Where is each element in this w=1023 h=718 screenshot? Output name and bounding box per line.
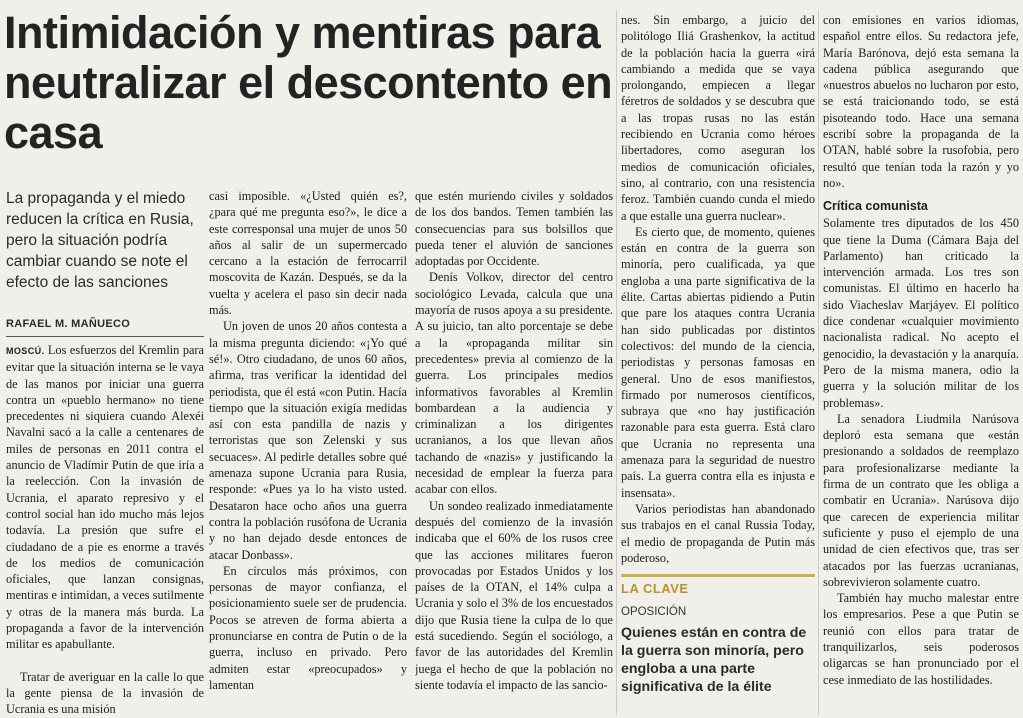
- paragraph: con emisiones en varios idiomas, español entre ellos. Su redactora jefe, María Barónova, dejó esta semana la cadena pública asegurando que «nuestros abuelos no lucharon por esto, se está traicionando todo, se está pisoteando todo. Hace una semana escribí sobre la propaganda de la OTAN, hablé sobre la rusofobia, pero resultó que tenían toda la razón y yo no».: [823, 13, 1019, 190]
- paragraph: También hay mucho malestar entre los empresarios. Pese a que Putin se reunió con ellos para tratar de tranquilizarlos, seis poderosos oligarcas se han pronunciado por el cese inmediato de las hostilidades.: [823, 591, 1019, 687]
- article-column-4: [621, 12, 815, 572]
- paragraph: que estén muriendo civiles y soldados de los dos bandos. Temen también las consecuencias para sus bolsillos que pueda tener el aluvión de sanciones adoptadas por Occidente.: [415, 189, 613, 269]
- clave-label: LA CLAVE: [621, 581, 689, 596]
- column-divider: [818, 10, 819, 715]
- clave-rule: [621, 574, 815, 577]
- paragraph: En círculos más próximos, con personas de mayor confianza, el posicionamiento suele ser de prudencia. Pocos se atreven de forma abierta a pronunciarse en contra de Putin o de la guerra, incluso en privado. Pero admiten estar «preocupados» y lamentan: [209, 563, 407, 692]
- paragraph: nes. Sin embargo, a juicio del politólogo Iliá Grashenkov, la actitud de la población hacia la guerra «irá cambiando a medida que se vaya prolongando, empiecen a llegar féretros de soldados y se descubra que a las tropas rusas no las están recibiendo en Ucrania como héroes libertadores, como aseguran los medios de comunicación oficiales, sino, al contrario, con una resistencia feroz. También cuando cunda el miedo a que estalle una guerra nuclear».: [621, 13, 815, 223]
- dateline: MOSCÚ.: [6, 346, 45, 356]
- clave-sublabel: OPOSICIÓN: [621, 606, 687, 618]
- paragraph: casi imposible. «¿Usted quién es?, ¿para qué me pregunta eso?», le dice a este corresponsal una mujer de unos 50 años al salir de un supermercado cercano a la estación de ferrocarril moscovita de Kazán. Después, se da la vuelta y acelera el paso sin decir nada más.: [209, 189, 407, 318]
- article-column-5: [823, 12, 1019, 716]
- paragraph: Tratar de averiguar en la calle lo que la gente piensa de la invasión de Ucrania es una misión: [6, 669, 204, 716]
- paragraph: Es cierto que, de momento, quienes están en contra de la guerra son minoría, pero cualificada, ya que engloba a una parte significativa de la élite. Cartas abiertas pidiendo a Putin que pare los ataques contra Ucrania han sido publicadas por distintos colectivos: del mundo de la ciencia, periodistas y personas famosas en general. Uno de esos manifiestos, firmado por numerosos científicos, subraya que «no hay justificación razonable para esta guerra. Está claro que Ucrania no representa una amenaza para la seguridad de nuestro país. La guerra contra ella es injusta e insensata».: [621, 224, 815, 500]
- paragraph: [6, 342, 204, 653]
- paragraph: La senadora Liudmila Narúsova deploró esta semana que «están presionando a soldados de reemplazo para profesionalizarse mediante la firma de un contrato que les obliga a combatir en Ucrania». Narúsova dijo que carecen de experiencia militar suficiente y puso el ejemplo de una unidad de cien efectivos que, tras ser atacados por las fuerzas ucranianas, sobrevivieron solamente cuatro.: [823, 411, 1019, 589]
- section-subtitle: Crítica comunista: [823, 199, 928, 214]
- paragraph: Un sondeo realizado inmediatamente después del comienzo de la invasión indicaba que el 60% de los rusos cree que las acciones militares fueron provocadas por Estados Unidos y los países de la OTAN, el 14% culpa a Ucrania y solo el 3% de los encuestados dijo que Rusia tiene la culpa de lo que está sucediendo. Según el sociólogo, a favor de las autoridades del Kremlin juega el hecho de que la población no siente todavía el impacto de las sancio-: [415, 498, 613, 692]
- paragraph: Denís Volkov, director del centro sociológico Levada, calcula que una mayoría de rusos apoya a su presidente. A su juicio, tan alto porcentaje se debe a la «propaganda militar sin precedentes» previa al comienzo de la guerra. Los principales medios informativos favorables al Kremlin bombardean a la audiencia y criminalizan a los dirigentes ucranianos, a los que llevan años tachando de «nazis» y justificando la necesidad de emplear la fuerza para acabar con ellos.: [415, 270, 613, 497]
- headline: Intimidación y mentiras para neutralizar el descontento en casa: [4, 7, 613, 158]
- article-column-2: [209, 188, 407, 716]
- paragraph: Un joven de unos 20 años contesta a la misma pregunta diciendo: «¡Yo qué sé!». Otro ciudadano, de unos 60 años, afirma, tras verificar la identidad del periodista, que él está «con Putin. Hacía tiempo que la situación exigía medidas así con esta pandilla de nazis y terroristas que son Zelenski y sus secuaces». Al pedirle detalles sobre qué amenaza supone Ucrania para Rusia, responde: «Pues ya lo ha visto usted. Desataron hace ocho años una guerra contra la población rusófona de Ucrania y no han dejado desde entonces de atacar Donbass».: [209, 319, 407, 562]
- article-column-3: [415, 188, 613, 716]
- paragraph: Varios periodistas han abandonado sus trabajos en el canal Russia Today, el medio de propaganda de Putin más poderoso,: [621, 501, 815, 565]
- byline-rule: [6, 336, 204, 337]
- column-divider: [616, 10, 617, 715]
- article-column-1: [6, 342, 204, 716]
- paragraph-text: Los esfuerzos del Kremlin para evitar que la situación interna se le vaya de las manos por iniciar una guerra contra un «pueblo hermano» no tiene precedentes ni siquiera cuando Alexéi Navalni sacó a la calle a centenares de miles de personas en 2011 contra el anuncio de Vladímir Putin de que iría a la reelección. Con la invasión de Ucrania, el aparato represivo y el control social han ido mucho más lejos todavía. La presión que sufre el ciudadano de a pie es enorme a través de los medios de comunicación oficiales, que lanzan consignas, mentiras e intimidan, a veces sutilmente y otras de la manera más burda. La propaganda a favor de la intervención militar es apabullante.: [6, 343, 204, 652]
- clave-quote: Quienes están en contra de la guerra son minoría, pero engloba a una parte significativa de la élite: [621, 625, 807, 695]
- paragraph-gap: [6, 653, 204, 669]
- byline: RAFAEL M. MAÑUECO: [6, 318, 131, 330]
- paragraph: Solamente tres diputados de los 450 que tiene la Duma (Cámara Baja del Parlamento) han criticado la intervención armada. Los tres son comunistas. El último en hacerlo ha sido Viacheslav Marjáyev. El político dice condenar «cualquier movimiento nacionalista radical. No acepto el genocidio, la devastación y la anarquía. Pero de la misma manera, odio la guerra y la solución militar de los problemas».: [823, 216, 1019, 410]
- la-clave-box: [621, 574, 815, 718]
- subhead: La propaganda y el miedo reducen la crítica en Rusia, pero la situación podría cambiar cuando se note el efecto de las sanciones: [6, 190, 194, 291]
